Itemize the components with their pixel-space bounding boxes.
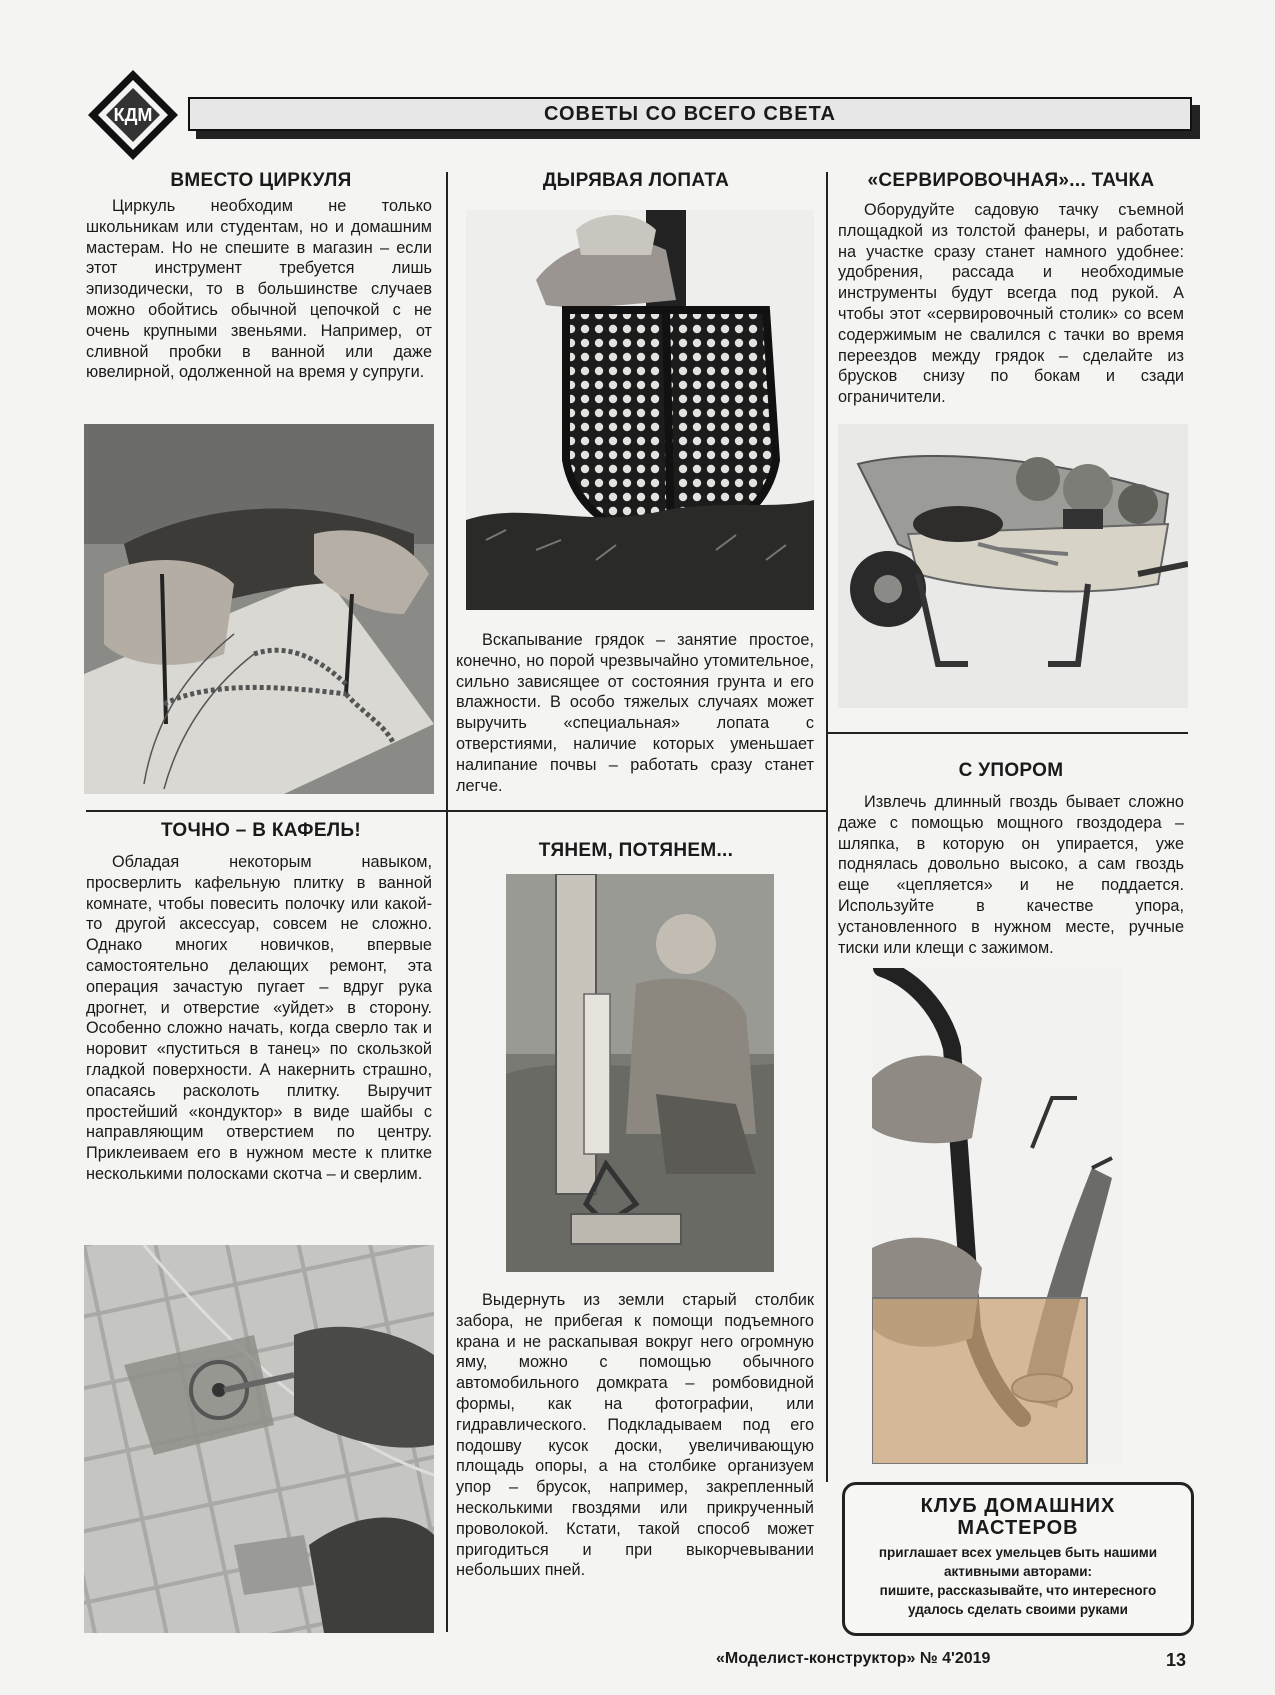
photo-holey-shovel — [466, 210, 814, 610]
magazine-issue: «Моделист-конструктор» № 4'2019 — [716, 1650, 991, 1667]
article-text-pull: Выдернуть из земли старый столбик забора, не прибегая к помощи подъемного крана и не раскапывая вокруг него огромную яму, можно с помощью обычного автомобильного домкрата – ромбовидной формы, как на фотографии, или гидравлического. Подкладываем под его подошву кусок доски, увеличивающую площадь опоры, а на столбике организуем упор – брусок, например, закрепленный несколькими гвоздями или прикрученный проволокой. Кстати, такой способ может пригодиться и при выкорчевывании небольших пней. — [456, 1291, 814, 1580]
club-invite-line2: активными авторами: — [943, 1564, 1093, 1579]
photo-tile-drilling — [84, 1245, 434, 1633]
club-invite-line4: удалось сделать своими руками — [908, 1602, 1128, 1617]
magazine-logo — [86, 68, 180, 162]
club-title-line2: МАСТЕРОВ — [957, 1517, 1079, 1539]
photo-wheelbarrow — [838, 424, 1188, 708]
photo-chain-compass — [84, 424, 434, 794]
article-text-shovel: Вскапывание грядок – занятие простое, конечно, но порой чрезвычайно утомительное, сильно зависящее от состояния грунта и его влажности. В особо тяжелых случаях может выручить «специальная» лопата с отверстиями, наличие которых уменьшает налипание почвы – работать сразу станет легче. — [456, 631, 814, 795]
article-title-compass: ВМЕСТО ЦИРКУЛЯ — [170, 170, 352, 191]
article-title-pull: ТЯНЕМ, ПОТЯНЕМ... — [538, 840, 734, 861]
article-text-compass: Циркуль необходим не только школьникам или студентам, но и домашним мастерам. Но не спешите в магазин – если этот инструмент требуется лишь эпизодически, то в большинстве случаев можно обойтись обычной цепочкой с не очень крупными звеньями. Например, от сливной пробки в ванной или даже ювелирной, одолженной на время у супруги. — [86, 197, 432, 382]
section-title: СОВЕТЫ СО ВСЕГО СВЕТА — [188, 97, 1192, 131]
column-divider — [446, 172, 448, 1632]
article-text-wheelbarrow: Оборудуйте садовую тачку съемной площадкой из толстой фанеры, и работать на участке сразу станет намного удобнее: удобрения, рассада и необходимые инструменты будут всегда под рукой. А чтобы этот «сервировочный столик» со всем содержимым не свалился с тачки во время переездов между грядок – сделайте из брусков снизу по бокам и сзади ограничители. — [838, 201, 1184, 407]
article-title-tile: ТОЧНО – В КАФЕЛЬ! — [160, 820, 362, 841]
page-number: 13 — [1166, 1650, 1187, 1670]
article-title-wheelbarrow: «СЕРВИРОВОЧНАЯ»... ТАЧКА — [867, 170, 1155, 191]
article-title-shovel: ДЫРЯВАЯ ЛОПАТА — [542, 170, 730, 191]
club-invite-line3: пишите, рассказывайте, что интересного — [879, 1583, 1157, 1598]
article-text-stop: Извлечь длинный гвоздь бывает сложно даже с помощью мощного гвоздодера – шляпка, в которую он упирается, уже поднялась довольно высоко, а сам гвоздь еще «цепляется» и не поддается. Используйте в качестве упора, установленного в нужном месте, ручные тиски или клещи с зажимом. — [838, 793, 1184, 957]
club-invite-line1: приглашает всех умельцев быть нашими — [878, 1545, 1158, 1560]
column-divider — [826, 172, 828, 1482]
photo-nail-puller — [872, 968, 1122, 1464]
photo-post-jack — [506, 874, 774, 1272]
article-title-stop: С УПОРОМ — [958, 760, 1064, 781]
club-title-line1: КЛУБ ДОМАШНИХ — [920, 1495, 1116, 1517]
club-promo-box — [842, 1482, 1194, 1636]
logo-text: КДМ — [113, 105, 153, 125]
row-divider — [826, 732, 1188, 734]
article-text-tile: Обладая некоторым навыком, просверлить кафельную плитку в ванной комнате, чтобы повесить полочку или какой-то другой аксессуар, совсем не сложно. Однако многих новичков, впервые самостоятельно делающих ремонт, эта операция зачастую пугает – вдруг рука дрогнет, и отверстие «уйдет» в сторону. Особенно сложно начать, когда сверло так и норовит «пуститься в танец» по скользкой гладкой поверхности. А накернить страшно, опасаясь расколоть плитку. Выручит простейший «кондуктор» в виде шайбы с направляющим отверстием по центру. Приклеиваем его в нужном месте к плитке несколькими полосками скотча – и сверлим. — [86, 853, 432, 1183]
row-divider — [86, 810, 826, 812]
